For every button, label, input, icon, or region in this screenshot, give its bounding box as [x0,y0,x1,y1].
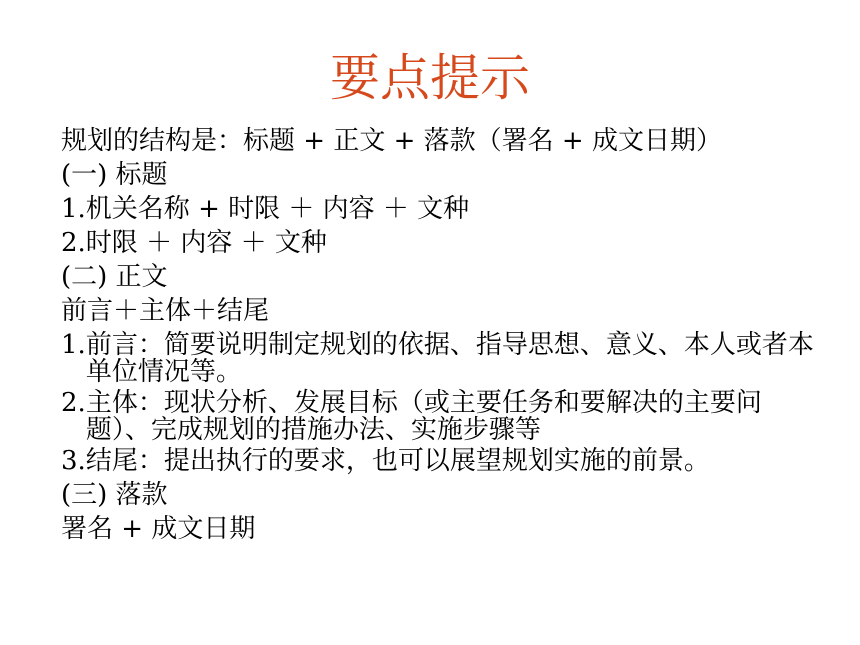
list-item-ending [61,448,821,475]
signature-format-line: 署名 + 成文日期 [61,514,256,544]
body-structure-line: 前言＋主体＋结尾 [61,296,270,326]
title-format-2: 2.时限 ＋ 内容 ＋ 文种 [61,228,327,258]
list-item-main [61,390,821,444]
list-item-number: 3. [61,446,86,476]
list-item-text: 结尾：提出执行的要求，也可以展望规划实施的前景。 [85,446,710,476]
list-item-text: 主体：现状分析、发展目标（或主要任务和要解决的主要问题）、完成规划的措施办法、实施步骤等 [85,388,762,445]
list-item-text: 前言：简要说明制定规划的依据、指导思想、意义、本人或者本单位情况等。 [85,330,814,387]
slide-title: 要点提示 [330,49,530,107]
title-format-1: 1.机关名称 + 时限 ＋ 内容 ＋ 文种 [61,194,470,224]
section-heading-body: (二) 正文 [61,262,168,292]
structure-line: 规划的结构是：标题 + 正文 + 落款（署名 + 成文日期） [61,126,722,156]
slide-body [61,124,821,546]
list-item-number: 2. [61,388,86,418]
section-heading-title: (一) 标题 [61,160,168,190]
section-heading-signature: (三) 落款 [61,480,168,510]
list-item-number: 1. [61,330,86,360]
list-item-preface [61,332,821,386]
